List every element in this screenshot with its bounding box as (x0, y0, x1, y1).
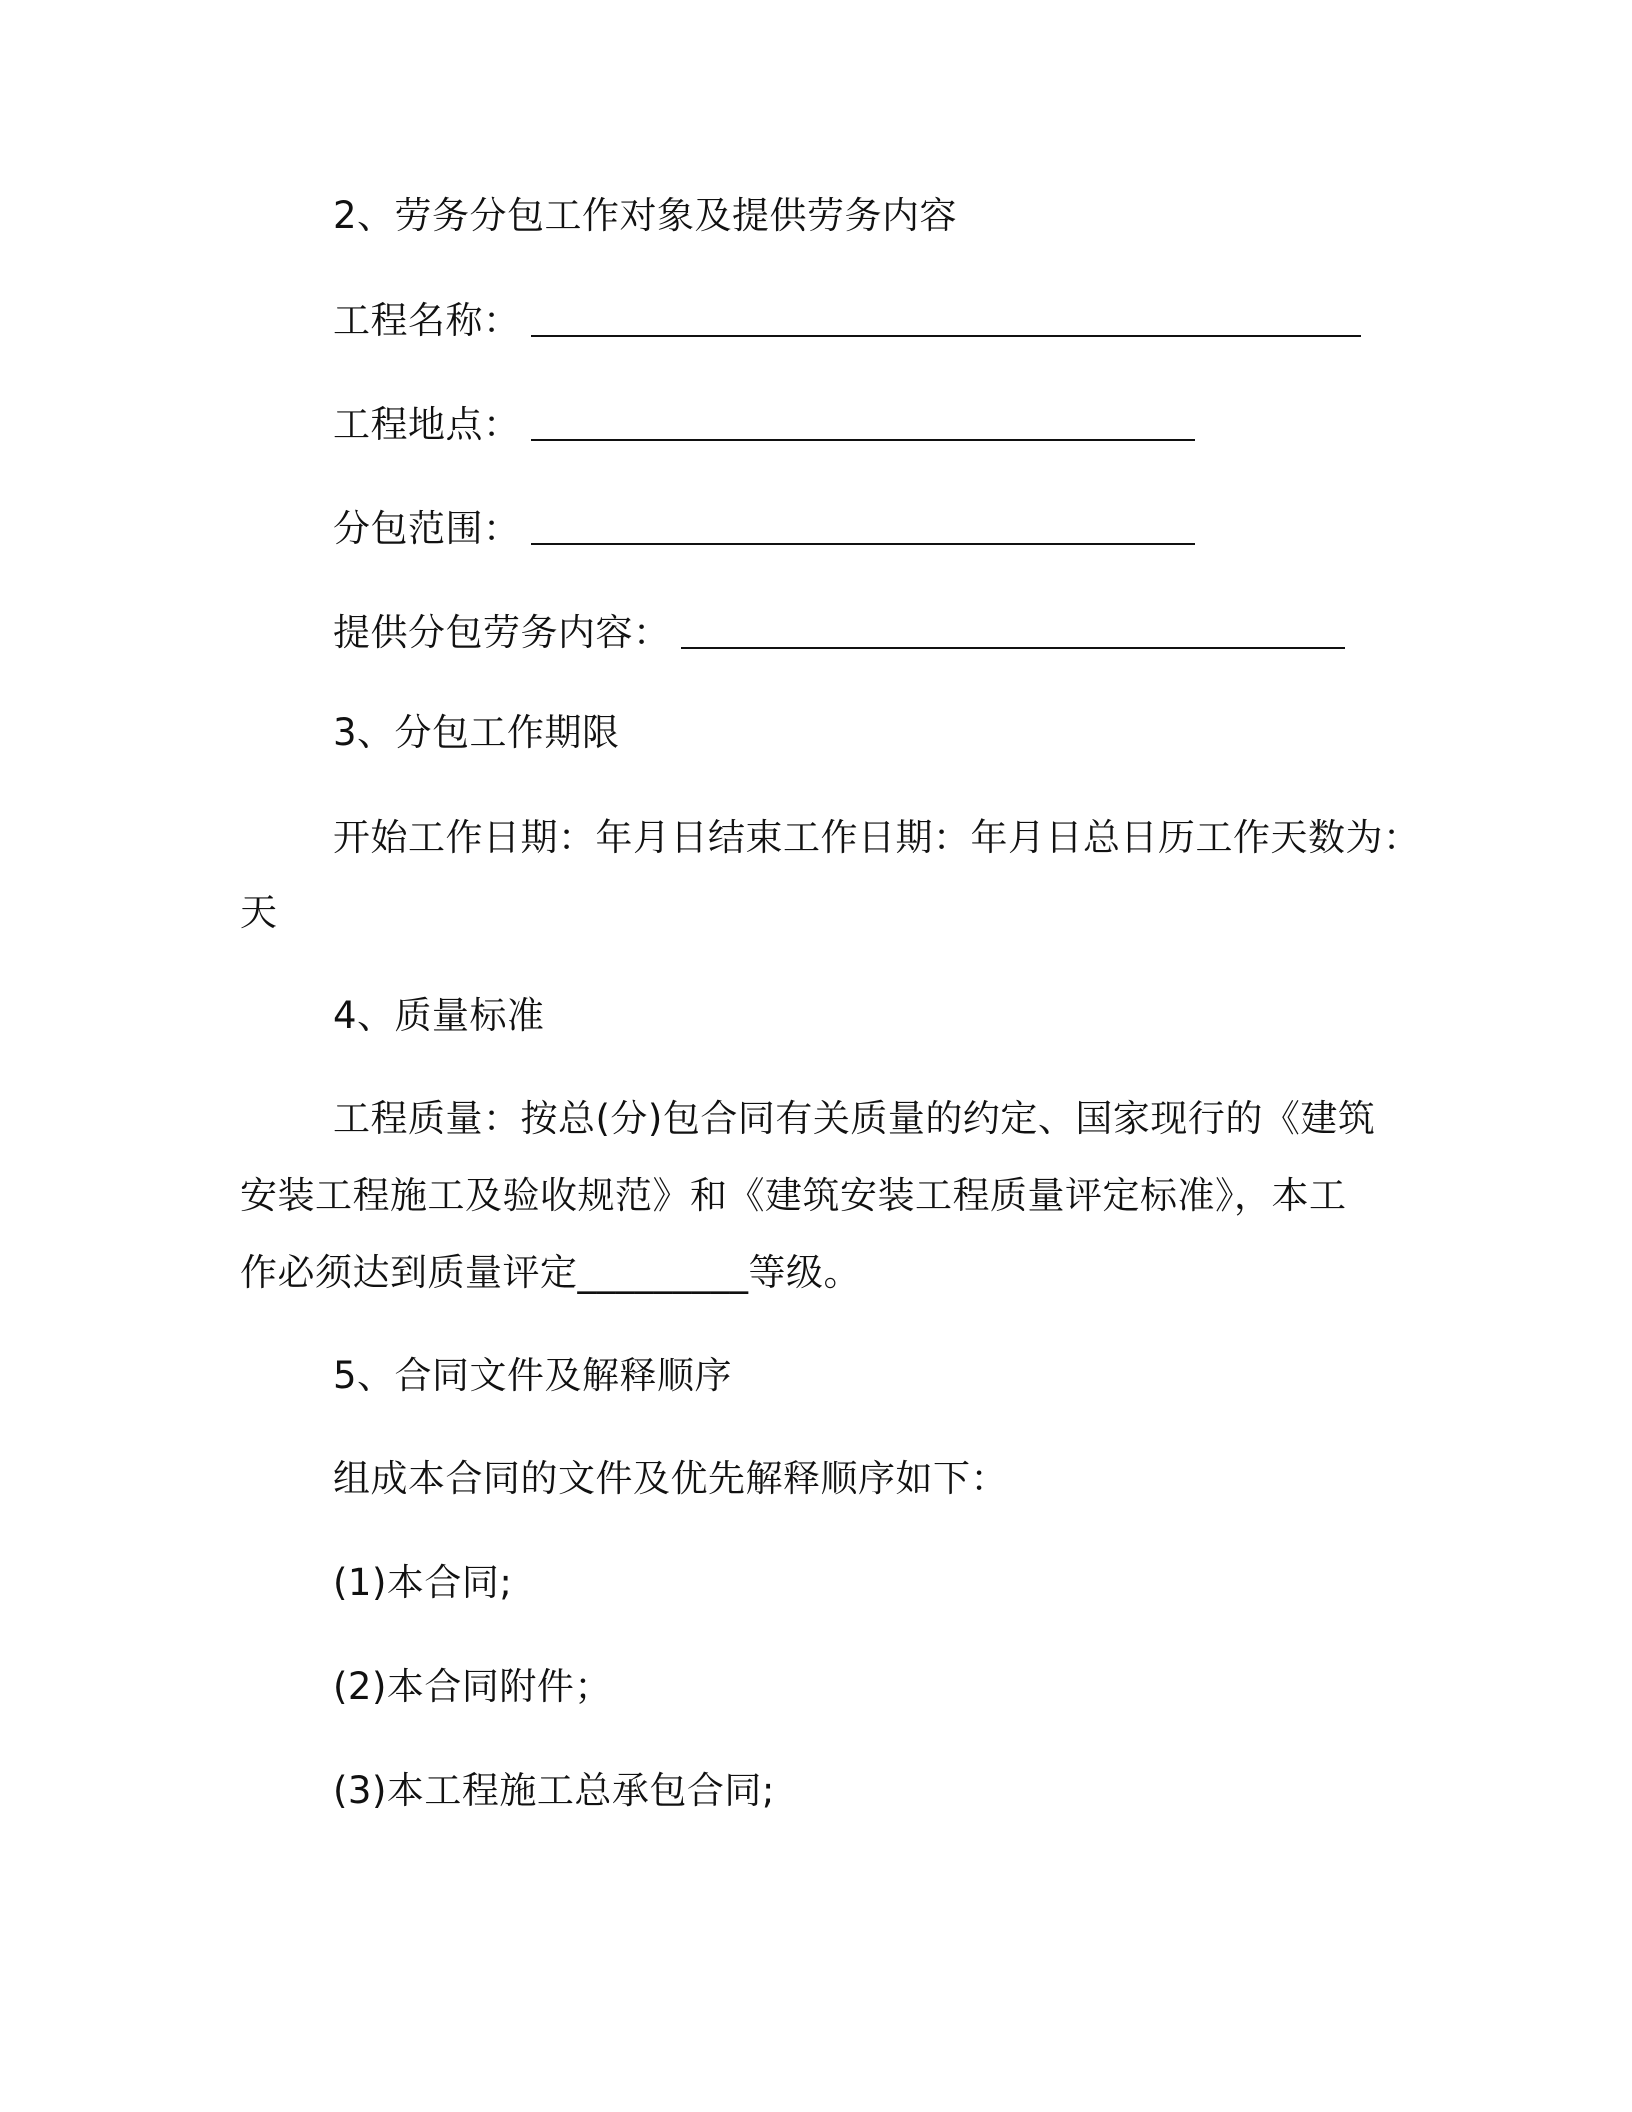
quality-grade-blank[interactable]: _________ (577, 1251, 749, 1294)
work-period-line-2: 天 (240, 891, 278, 934)
list-item: (2)本合同附件； (333, 1665, 612, 1708)
quality-line-3 (240, 1250, 861, 1296)
quality-line-1: 工程质量：按总(分)包合同有关质量的约定、国家现行的《建筑 (333, 1097, 1376, 1140)
field-label: 工程名称： (333, 299, 521, 342)
work-period-line-1: 开始工作日期：年月日结束工作日期：年月日总日历工作天数为： (333, 816, 1421, 859)
blank-line[interactable] (531, 543, 1195, 545)
section-3-heading: 3、分包工作期限 (333, 711, 620, 754)
blank-line[interactable] (531, 335, 1361, 337)
blank-line[interactable] (681, 647, 1345, 649)
field-label: 分包范围： (333, 507, 521, 550)
field-project-location (333, 402, 1195, 448)
quality-line-2: 安装工程施工及验收规范》和《建筑安装工程质量评定标准》，本工 (240, 1174, 1347, 1217)
quality-text-a: 作必须达到质量评定 (240, 1251, 578, 1294)
field-subcontract-scope (333, 506, 1195, 552)
section-2-heading: 2、劳务分包工作对象及提供劳务内容 (333, 194, 958, 237)
section-5-heading: 5、合同文件及解释顺序 (333, 1354, 733, 1397)
blank-line[interactable] (531, 439, 1195, 441)
field-labor-content (333, 610, 1345, 656)
field-label: 工程地点： (333, 403, 521, 446)
list-item: (1)本合同; (333, 1561, 513, 1604)
section-4-heading: 4、质量标准 (333, 994, 545, 1037)
contract-docs-intro: 组成本合同的文件及优先解释顺序如下： (333, 1457, 1008, 1500)
field-project-name (333, 298, 1361, 344)
field-label: 提供分包劳务内容： (333, 611, 671, 654)
quality-text-b: 等级。 (748, 1251, 861, 1294)
list-item: (3)本工程施工总承包合同; (333, 1769, 775, 1812)
